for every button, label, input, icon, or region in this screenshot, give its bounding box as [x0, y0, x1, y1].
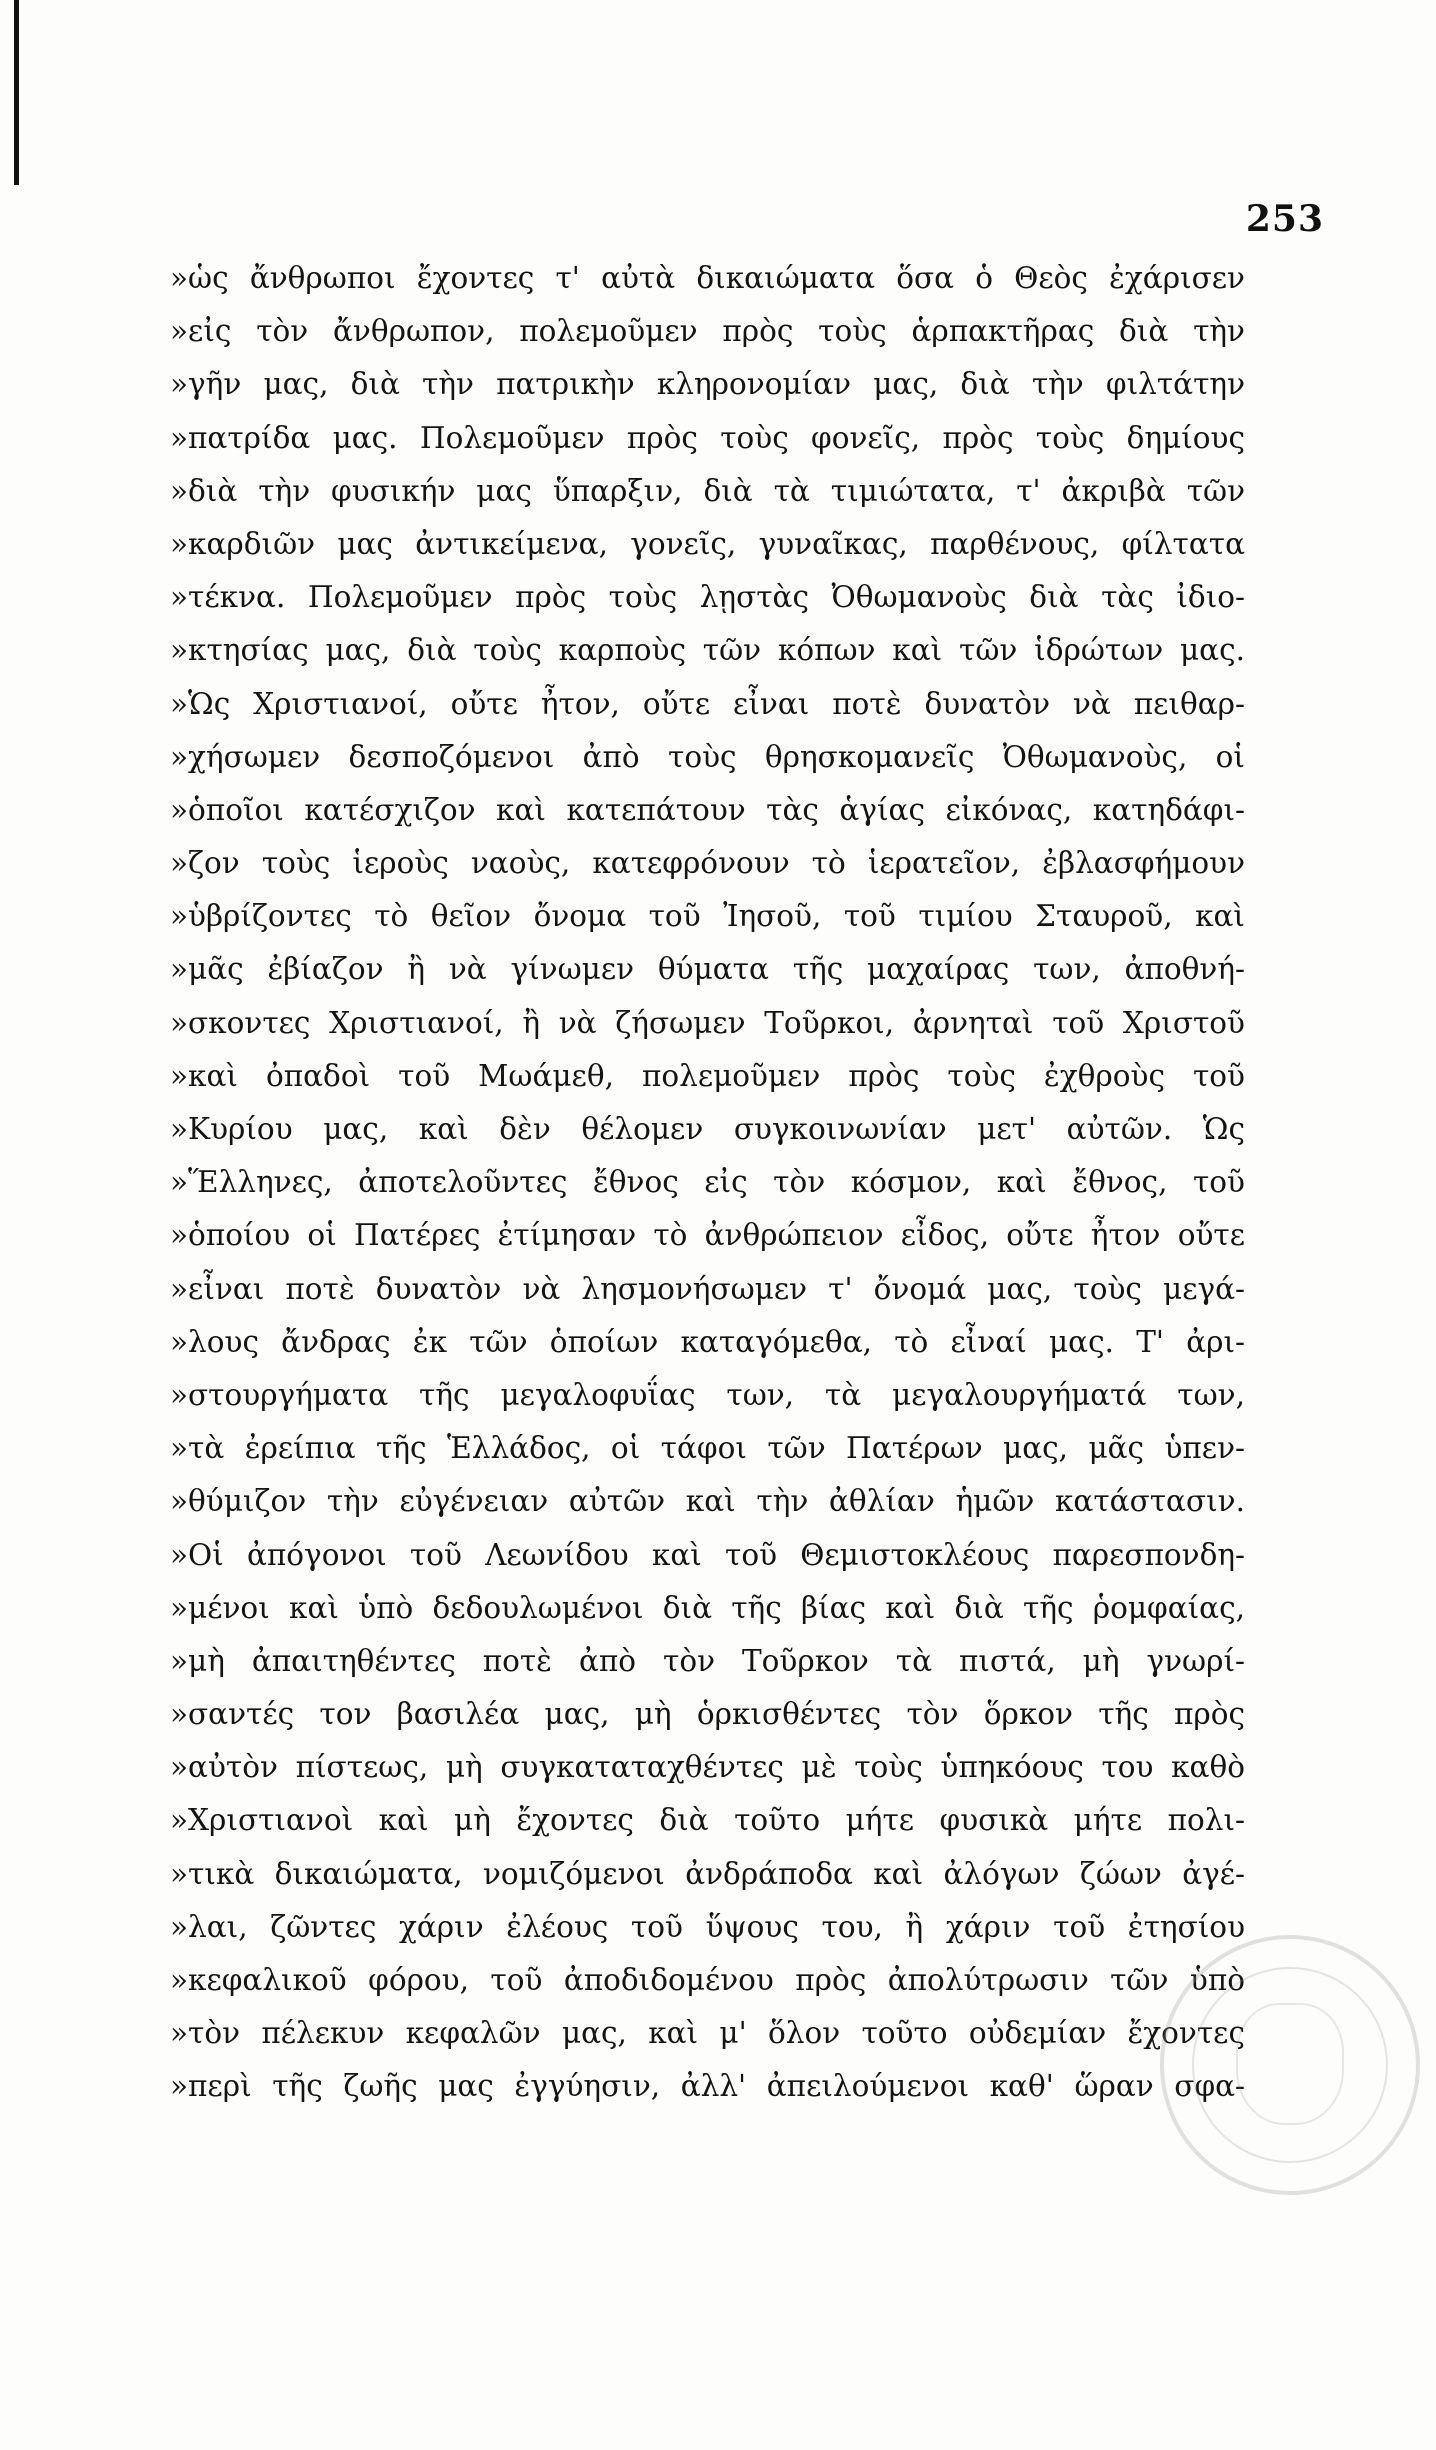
text-line: »ζον τοὺς ἱεροὺς ναοὺς, κατεφρόνουν τὸ ἱερατεῖον, ἐβλασφήμουν [170, 846, 1245, 881]
text-line: »γῆν μας, διὰ τὴν πατρικὴν κληρονομίαν μας, διὰ τὴν φιλτάτην [170, 367, 1245, 402]
text-line: »ὁποίου οἱ Πατέρες ἐτίμησαν τὸ ἀνθρώπειον εἶδος, οὔτε ἦτον οὔτε [170, 1218, 1245, 1253]
text-line: »χήσωμεν δεσποζόμενοι ἀπὸ τοὺς θρησκομανεῖς Ὀθωμανοὺς, οἱ [170, 739, 1245, 774]
text-line: »τέκνα. Πολεμοῦμεν πρὸς τοὺς λῃστὰς Ὀθωμανοὺς διὰ τὰς ἰδιο- [170, 580, 1245, 615]
text-line: »Οἱ ἀπόγονοι τοῦ Λεωνίδου καὶ τοῦ Θεμιστοκλέους παρεσπονδη- [170, 1537, 1245, 1572]
text-line: »Ἕλληνες, ἀποτελοῦντες ἔθνος εἰς τὸν κόσμον, καὶ ἔθνος, τοῦ [170, 1165, 1245, 1200]
text-line: »ὁποῖοι κατέσχιζον καὶ κατεπάτουν τὰς ἁγίας εἰκόνας, κατηδάφι- [170, 792, 1245, 827]
text-line: »μὴ ἀπαιτηθέντες ποτὲ ἀπὸ τὸν Τοῦρκον τὰ πιστά, μὴ γνωρί- [170, 1643, 1245, 1678]
text-line: »πατρίδα μας. Πολεμοῦμεν πρὸς τοὺς φονεῖς, πρὸς τοὺς δημίους [170, 420, 1245, 455]
text-line: »περὶ τῆς ζωῆς μας ἐγγύησιν, ἀλλ' ἀπειλούμενοι καθ' ὥραν σφα- [170, 2069, 1245, 2104]
text-line: »τικὰ δικαιώματα, νομιζόμενοι ἀνδράποδα καὶ ἀλόγων ζώων ἀγέ- [170, 1856, 1245, 1891]
text-line: »ὑβρίζοντες τὸ θεῖον ὄνομα τοῦ Ἰησοῦ, τοῦ τιμίου Σταυροῦ, καὶ [170, 899, 1245, 934]
text-line: »καὶ ὀπαδοὶ τοῦ Μωάμεθ, πολεμοῦμεν πρὸς τοὺς ἐχθροὺς τοῦ [170, 1058, 1245, 1093]
text-line: »Κυρίου μας, καὶ δὲν θέλομεν συγκοινωνίαν μετ' αὐτῶν. Ὡς [170, 1112, 1245, 1146]
text-line: »αὐτὸν πίστεως, μὴ συγκαταταχθέντες μὲ τοὺς ὑπηκόους του καθὸ [170, 1750, 1245, 1785]
text-line: »τὸν πέλεκυν κεφαλῶν μας, καὶ μ' ὅλον τοῦτο οὐδεμίαν ἔχοντες [170, 2016, 1245, 2051]
text-line: »κεφαλικοῦ φόρου, τοῦ ἀποδιδομένου πρὸς ἀπολύτρωσιν τῶν ὑπὸ [170, 1963, 1245, 1997]
library-seal-stamp [1160, 1935, 1420, 2195]
text-line: »καρδιῶν μας ἀντικείμενα, γονεῖς, γυναῖκας, παρθένους, φίλτατα [170, 526, 1245, 561]
body-text [170, 252, 1245, 2114]
page-gutter-edge [14, 0, 19, 185]
text-line: »εἶναι ποτὲ δυνατὸν νὰ λησμονήσωμεν τ' ὄνομά μας, τοὺς μεγά- [170, 1271, 1245, 1306]
text-line: »κτησίας μας, διὰ τοὺς καρποὺς τῶν κόπων καὶ τῶν ἱδρώτων μας. [170, 633, 1245, 668]
text-line: »Χριστιανοὶ καὶ μὴ ἔχοντες διὰ τοῦτο μήτε φυσικὰ μήτε πολι- [170, 1803, 1245, 1838]
text-line: »λους ἄνδρας ἐκ τῶν ὁποίων καταγόμεθα, τὸ εἶναί μας. Τ' ἀρι- [170, 1324, 1245, 1359]
text-line: »θύμιζον τὴν εὐγένειαν αὐτῶν καὶ τὴν ἀθλίαν ἡμῶν κατάστασιν. [170, 1484, 1245, 1519]
text-line: »μένοι καὶ ὑπὸ δεδουλωμένοι διὰ τῆς βίας καὶ διὰ τῆς ῥομφαίας, [170, 1590, 1245, 1625]
text-line: »σκοντες Χριστιανοί, ἢ νὰ ζήσωμεν Τοῦρκοι, ἀρνηταὶ τοῦ Χριστοῦ [170, 1005, 1245, 1040]
text-line: »Ὡς Χριστιανοί, οὔτε ἦτον, οὔτε εἶναι ποτὲ δυνατὸν νὰ πειθαρ- [170, 686, 1245, 721]
text-line: »ὡς ἄνθρωποι ἔχοντες τ' αὐτὰ δικαιώματα ὅσα ὁ Θεὸς ἐχάρισεν [170, 261, 1245, 295]
text-line: »στουργήματα τῆς μεγαλοφυΐας των, τὰ μεγαλουργήματά των, [170, 1377, 1245, 1412]
text-line: »μᾶς ἐβίαζον ἢ νὰ γίνωμεν θύματα τῆς μαχαίρας των, ἀποθνή- [170, 952, 1245, 987]
seal-emblem [1236, 2003, 1344, 2125]
text-line: »λαι, ζῶντες χάριν ἐλέους τοῦ ὕψους του, ἢ χάριν τοῦ ἐτησίου [170, 1909, 1245, 1944]
text-line: »εἰς τὸν ἄνθρωπον, πολεμοῦμεν πρὸς τοὺς ἁρπακτῆρας διὰ τὴν [170, 314, 1245, 349]
page-number: 253 [1245, 198, 1324, 240]
text-line: »σαντές τον βασιλέα μας, μὴ ὁρκισθέντες τὸν ὅρκον τῆς πρὸς [170, 1697, 1245, 1732]
text-line: »διὰ τὴν φυσικήν μας ὕπαρξιν, διὰ τὰ τιμιώτατα, τ' ἀκριβὰ τῶν [170, 473, 1245, 508]
text-line: »τὰ ἐρείπια τῆς Ἑλλάδος, οἱ τάφοι τῶν Πατέρων μας, μᾶς ὑπεν- [170, 1431, 1245, 1466]
